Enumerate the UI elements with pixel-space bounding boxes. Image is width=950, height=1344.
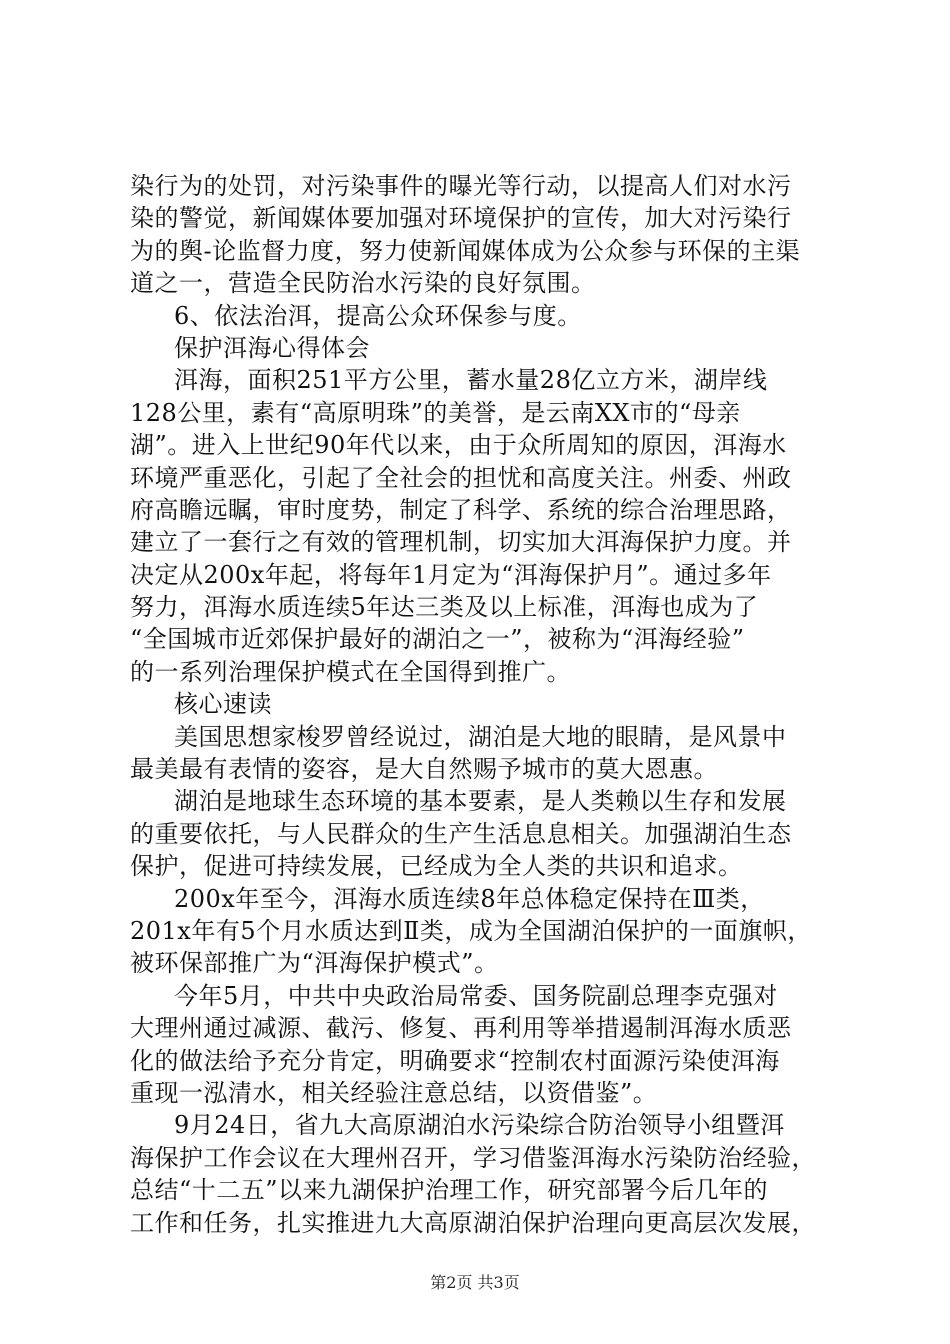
text-line: 201x年有5个月水质达到Ⅱ类，成为全国湖泊保护的一面旗帜， bbox=[130, 916, 812, 945]
text-line: 最美最有表情的姿容，是大自然赐予城市的莫大恩惠。 bbox=[130, 755, 718, 784]
text-line: 化的做法给予充分肯定，明确要求“控制农村面源污染使洱海 bbox=[130, 1046, 780, 1075]
text-line: 核心速读 bbox=[174, 690, 272, 719]
text-line: 建立了一套行之有效的管理机制，切实加大洱海保护力度。并 bbox=[130, 528, 792, 557]
text-line: “全国城市近郊保护最好的湖泊之一”，被称为“洱海经验” bbox=[130, 625, 745, 654]
text-line: 努力，洱海水质连续5年达三类及以上标准，洱海也成为了 bbox=[130, 593, 759, 622]
text-line: 染的警觉，新闻媒体要加强对环境保护的宣传，加大对污染行 bbox=[130, 204, 792, 233]
text-line: 的一系列治理保护模式在全国得到推广。 bbox=[130, 657, 571, 686]
text-line: 重现一泓清水，相关经验注意总结，以资借鉴”。 bbox=[130, 1078, 658, 1107]
text-line: 美国思想家梭罗曾经说过，湖泊是大地的眼睛，是风景中 bbox=[174, 722, 787, 751]
text-line: 9月24日，省九大高原湖泊水污染综合防治领导小组暨洱 bbox=[174, 1111, 785, 1140]
text-line: 湖泊是地球生态环境的基本要素，是人类赖以生存和发展 bbox=[174, 787, 787, 816]
text-line: 总结“十二五”以来九湖保护治理工作，研究部署今后几年的 bbox=[130, 1176, 769, 1205]
text-line: 环境严重恶化，引起了全社会的担忧和高度关注。州委、州政 bbox=[130, 463, 792, 492]
text-line: 决定从200x年起，将每年1月定为“洱海保护月”。通过多年 bbox=[130, 560, 772, 589]
text-line: 为的舆-论监督力度，努力使新闻媒体成为公众参与环保的主渠 bbox=[130, 236, 801, 265]
text-line: 被环保部推广为“洱海保护模式”。 bbox=[130, 949, 499, 978]
text-line: 湖”。进入上世纪90年代以来，由于众所周知的原因，洱海水 bbox=[130, 431, 787, 460]
text-line: 府高瞻远瞩，审时度势，制定了科学、系统的综合治理思路， bbox=[130, 495, 792, 524]
text-line: 200x年至今，洱海水质连续8年总体稳定保持在Ⅲ类， bbox=[174, 884, 765, 913]
text-line: 今年5月，中共中央政治局常委、国务院副总理李克强对 bbox=[174, 981, 778, 1010]
text-line: 大理州通过减源、截污、修复、再利用等举措遏制洱海水质恶 bbox=[130, 1014, 792, 1043]
text-line: 6、依法治洱，提高公众环保参与度。 bbox=[174, 301, 582, 330]
document-body bbox=[130, 170, 830, 1239]
text-line: 工作和任务，扎实推进九大高原湖泊保护治理向更高层次发展， bbox=[130, 1208, 816, 1237]
text-line: 128公里，素有“高原明珠”的美誉，是云南XX市的“母亲 bbox=[130, 398, 741, 427]
text-line: 道之一，营造全民防治水污染的良好氛围。 bbox=[130, 269, 596, 298]
text-line: 保护洱海心得体会 bbox=[174, 333, 370, 362]
text-line: 洱海，面积251平方公里，蓄水量28亿立方米，湖岸线 bbox=[174, 366, 768, 395]
text-line: 保护，促进可持续发展，已经成为全人类的共识和追求。 bbox=[130, 852, 743, 881]
text-line: 的重要依托，与人民群众的生产生活息息相关。加强湖泊生态 bbox=[130, 819, 792, 848]
page-footer: 第2页 共3页 bbox=[430, 1273, 520, 1292]
text-line: 染行为的处罚，对污染事件的曝光等行动，以提高人们对水污 bbox=[130, 172, 792, 200]
text-line: 海保护工作会议在大理州召开，学习借鉴洱海水污染防治经验， bbox=[130, 1143, 816, 1172]
